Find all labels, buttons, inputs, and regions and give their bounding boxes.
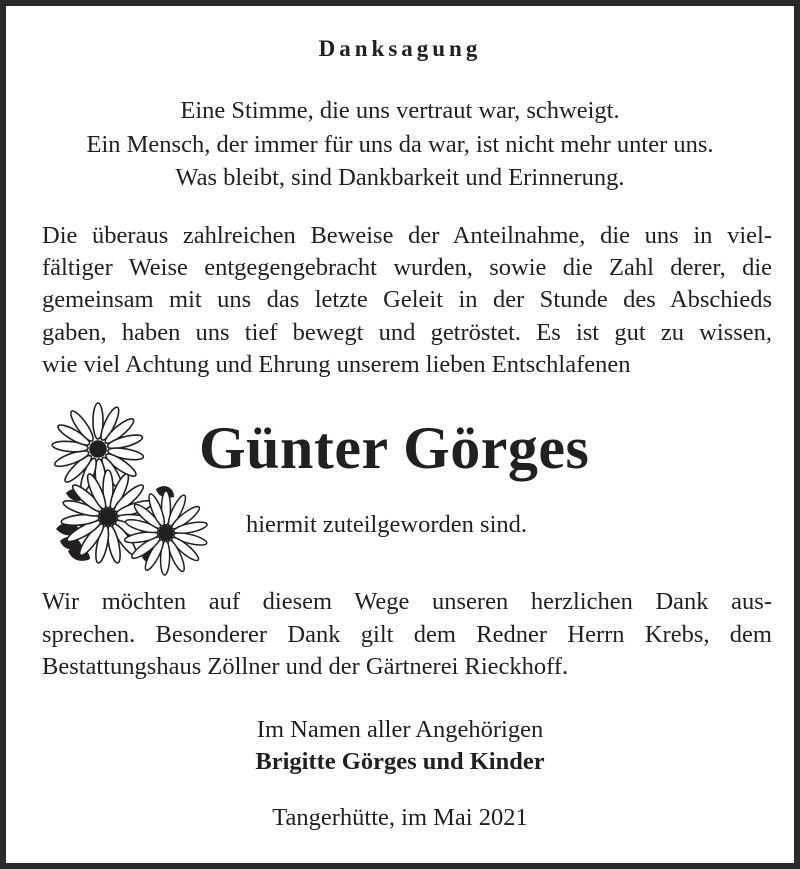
paragraph-line: Die überaus zahlreichen Beweise der Anteilnahme, die uns in viel- (42, 222, 772, 249)
daisy-flowers-icon (46, 401, 211, 576)
memorial-verse (6, 94, 794, 195)
paragraph-line: Bestattungshaus Zöllner und der Gärtnerei Rieckhoff. (42, 653, 569, 680)
verse-line: Eine Stimme, die uns vertraut war, schweigt. (180, 97, 620, 124)
paragraph-line: gemeinsam mit uns das letzte Geleit in der Stunde des Abschieds (42, 286, 772, 314)
paragraph-line: gaben, haben uns tief bewegt und getröstet. Es ist gut zu wissen, (42, 318, 772, 346)
deceased-name: Günter Görges (199, 415, 590, 481)
paragraph-line: wie viel Achtung und Ehrung unserem lieben Entschlafenen (42, 350, 631, 378)
verse-line: Ein Mensch, der immer für uns da war, ist nicht mehr unter uns. (86, 130, 714, 158)
paragraph-line: sprechen. Besonderer Dank gilt dem Redner Herrn Krebs, dem (42, 620, 772, 648)
signature-names: Brigitte Görges und Kinder (255, 748, 545, 775)
paragraph-line: Wir möchten auf diesem Wege unseren herzlichen Dank aus- (42, 588, 772, 615)
verse-line: Was bleibt, sind Dankbarkeit und Erinnerung. (175, 164, 625, 191)
notice-heading: Danksagung (318, 36, 482, 61)
thanks-paragraph (42, 220, 772, 381)
paragraph-line: fältiger Weise entgegengebracht wurden, sowie die Zahl derer, die (42, 254, 772, 282)
place-date: Tangerhütte, im Mai 2021 (272, 804, 528, 831)
signature-block (6, 714, 794, 778)
name-continuation: hiermit zuteilgeworden sind. (246, 511, 527, 538)
signature-intro: Im Namen aller Angehörigen (256, 716, 544, 743)
closing-paragraph (42, 586, 772, 684)
